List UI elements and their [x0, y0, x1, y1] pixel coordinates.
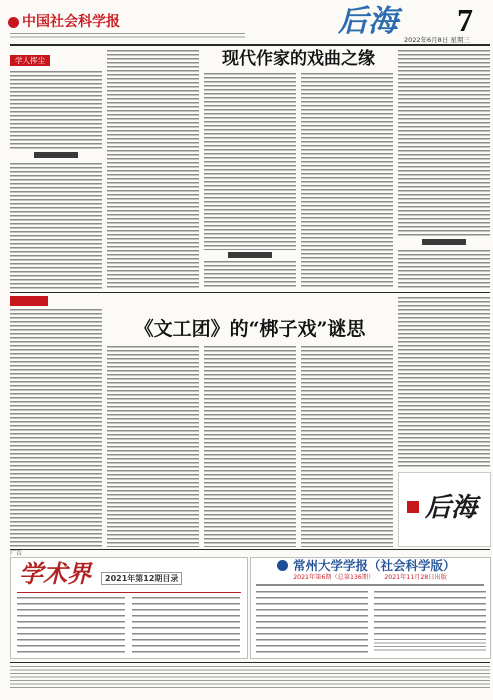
column-label-box	[10, 296, 48, 306]
publisher-info	[10, 33, 245, 39]
body-text-column	[301, 73, 393, 289]
journal-issue-number: 2021年第6期（总第136期）	[293, 574, 375, 581]
subheading	[398, 237, 490, 248]
body-text-column	[301, 346, 393, 547]
page-section-name: 后海	[338, 4, 398, 39]
body-text-column	[107, 346, 199, 547]
table-of-contents	[17, 597, 125, 653]
body-text-column	[10, 309, 102, 547]
journal-emblem-icon	[277, 560, 288, 571]
journal-title: 常州大学学报（社会科学版）	[293, 558, 456, 573]
ad-rule	[17, 592, 241, 593]
article-headline: 现代作家的戏曲之缘	[222, 49, 375, 69]
article-divider	[10, 292, 490, 293]
seal-icon	[407, 501, 419, 513]
body-text-column	[107, 50, 199, 289]
table-of-contents	[374, 591, 486, 635]
subheading	[204, 250, 296, 261]
section-logo-text: 后海	[425, 493, 478, 523]
subheading	[10, 150, 102, 161]
journal-issue: 2021年第12期目录	[101, 572, 182, 585]
table-of-contents	[256, 591, 368, 653]
article-headline: 《文工团》的“梆子戏”谜思	[134, 318, 366, 340]
header-rule	[10, 44, 490, 46]
journal-issue	[256, 574, 484, 582]
journal-rankings	[256, 584, 484, 586]
body-text-column	[10, 71, 102, 289]
newspaper-title: 中国社会科学报	[22, 14, 120, 30]
column-label: 学人挥尘	[10, 55, 50, 66]
newspaper-logo-icon	[8, 17, 19, 28]
footer-text	[10, 666, 490, 688]
journal-publish-date: 2021年11月28日出版	[384, 574, 447, 581]
journal-ad-left	[10, 557, 248, 659]
body-text-column	[398, 50, 490, 289]
ad-label: 广告	[10, 550, 23, 557]
footer-rule	[10, 662, 490, 663]
table-of-contents	[132, 597, 240, 653]
issue-date: 2022年6月8日 星期三	[404, 36, 470, 44]
page-number: 7	[457, 2, 473, 38]
body-text-column	[204, 346, 296, 547]
body-text-column	[398, 297, 490, 467]
journal-contact-info	[374, 639, 486, 653]
body-text-column	[204, 73, 296, 289]
journal-ad-right	[250, 557, 491, 659]
section-logo-box	[398, 472, 491, 547]
ad-divider	[10, 549, 490, 550]
journal-title: 学术界	[19, 559, 91, 588]
